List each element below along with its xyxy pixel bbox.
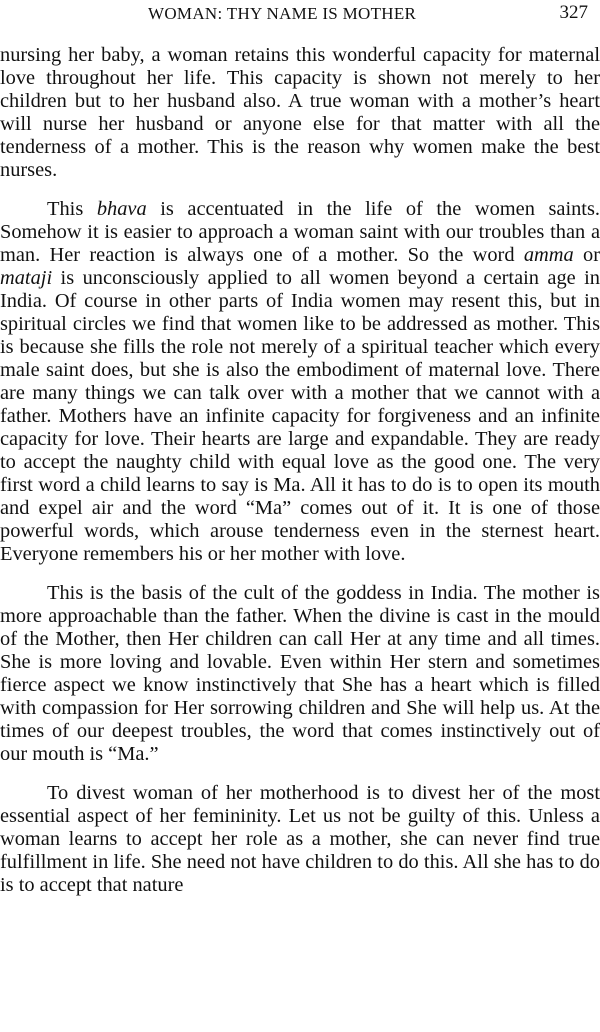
- text-run: is accentuated in the life of the women saints. Somehow it is easier to approach a woman saint with our troubles than a man. Her reaction is always one of a mother. So the word: [0, 198, 600, 266]
- italic-term: amma: [523, 244, 574, 266]
- text-run: nursing her baby, a woman retains this wonderful capacity for maternal love throughout her life. This capacity is shown not merely to her children but to her husband also. A true woman with a mother’s heart will nurse her husband or anyone else for that matter with all the tenderness of a mother. This is the reason why women make the best nurses.: [0, 44, 600, 181]
- text-run: is unconsciously applied to all women beyond a certain age in India. Of course in other parts of India women may resent this, but in spiritual circles we find that women like to be addressed as mother. This is because she fills the role not merely of a spiritual teacher which every male saint does, but she is also the embodiment of maternal love. There are many things we can talk over with a mother that we cannot with a father. Mothers have an infinite capacity for forgiveness and an infinite capacity for love. Their hearts are large and expandable. They are ready to accept the naughty child with equal love as the good one. The very first word a child learns to say is Ma. All it has to do is to open its mouth and expel air and the word “Ma” comes out of it. It is one of those powerful words, which arouse tenderness even in the sternest heart. Everyone remembers his or her mother with love.: [0, 267, 600, 565]
- text-run: This: [47, 198, 97, 220]
- page-number: 327: [559, 2, 588, 23]
- paragraph: [0, 582, 600, 766]
- italic-term: mataji: [0, 267, 53, 289]
- italic-term: bhava: [96, 198, 147, 220]
- running-head: [0, 2, 600, 28]
- running-title: WOMAN: THY NAME IS MOTHER: [148, 4, 417, 23]
- text-run: or: [573, 244, 600, 266]
- body-text: [0, 44, 600, 897]
- paragraph: [0, 782, 600, 897]
- paragraph: [0, 198, 600, 566]
- text-run: To divest woman of her motherhood is to divest her of the most essential aspect of her femininity. Let us not be guilty of this. Unless a woman learns to accept her role as a mother, she can never find true fulfillment in life. She need not have children to do this. All she has to do is to accept that nature: [0, 782, 600, 896]
- text-run: This is the basis of the cult of the goddess in India. The mother is more approachable than the father. When the divine is cast in the mould of the Mother, then Her children can call Her at any time and all times. She is more loving and lovable. Even within Her stern and sometimes fierce aspect we know instinctively that She has a heart which is filled with compassion for Her sorrowing children and She will help us. At the times of our deepest troubles, the word that comes instinctively out of our mouth is “Ma.”: [0, 582, 600, 765]
- paragraph: [0, 44, 600, 182]
